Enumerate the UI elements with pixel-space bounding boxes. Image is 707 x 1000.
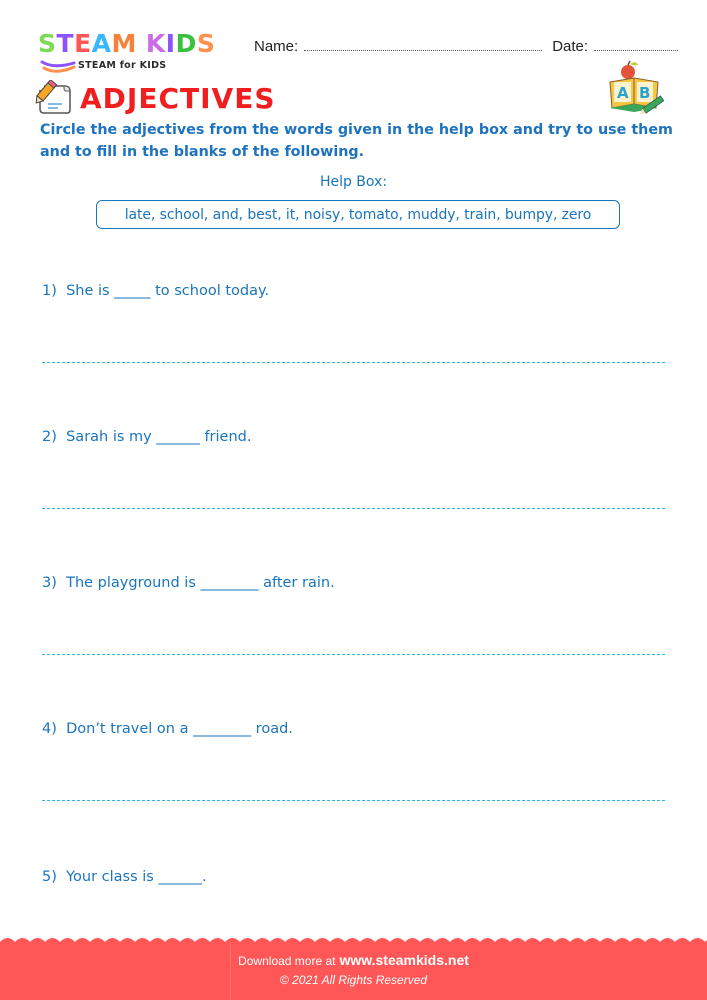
date-field[interactable]	[594, 39, 678, 51]
download-prefix: Download more at	[238, 954, 336, 968]
instructions-text: Circle the adjectives from the words given in the help box and try to use them and to fill in the blanks of the following.	[40, 122, 673, 160]
logo-wordmark	[38, 30, 215, 58]
name-label: Name:	[254, 38, 299, 55]
date-label: Date:	[552, 38, 589, 55]
svg-text:A: A	[617, 84, 629, 102]
question-4: 4) Don’t travel on a ________ road.	[42, 721, 293, 737]
logo-letter: M	[111, 29, 137, 58]
abc-book-icon	[606, 60, 666, 116]
question-5: 5) Your class is ______.	[42, 869, 207, 885]
website-link[interactable]: www.steamkids.net	[339, 952, 469, 968]
logo-letter: S	[38, 29, 57, 58]
footer-download-line	[0, 952, 707, 968]
steam-kids-logo	[38, 30, 238, 75]
logo-subtitle: STEAM for KIDS	[78, 60, 167, 71]
answer-line-3[interactable]	[42, 654, 665, 655]
logo-letter: A	[91, 29, 112, 58]
footer-copyright: © 2021 All Rights Reserved	[279, 973, 428, 987]
logo-letter: D	[175, 29, 197, 58]
svg-text:B: B	[639, 84, 651, 102]
help-box-title: Help Box:	[319, 174, 388, 190]
footer-banner	[0, 942, 707, 1000]
worksheet-title: ADJECTIVES	[80, 82, 276, 115]
answer-line-4[interactable]	[42, 800, 665, 801]
logo-letter: T	[56, 29, 75, 58]
footer-divider	[230, 942, 231, 1000]
name-field[interactable]	[304, 39, 542, 51]
question-2: 2) Sarah is my ______ friend.	[42, 429, 252, 445]
name-date-row	[254, 38, 678, 55]
logo-letter: E	[74, 29, 92, 58]
answer-line-2[interactable]	[42, 508, 665, 509]
smile-swoosh-icon	[40, 59, 76, 75]
pencil-paper-icon	[34, 80, 74, 116]
question-3: 3) The playground is ________ after rain.	[42, 575, 335, 591]
logo-letter: I	[165, 29, 176, 58]
logo-letter: S	[196, 29, 216, 58]
question-1: 1) She is _____ to school today.	[42, 283, 270, 299]
help-box	[96, 200, 620, 229]
help-box-words: late, school, and, best, it, noisy, tomato, muddy, train, bumpy, zero	[124, 206, 592, 223]
logo-letter: K	[145, 29, 166, 58]
answer-line-1[interactable]	[42, 362, 665, 363]
